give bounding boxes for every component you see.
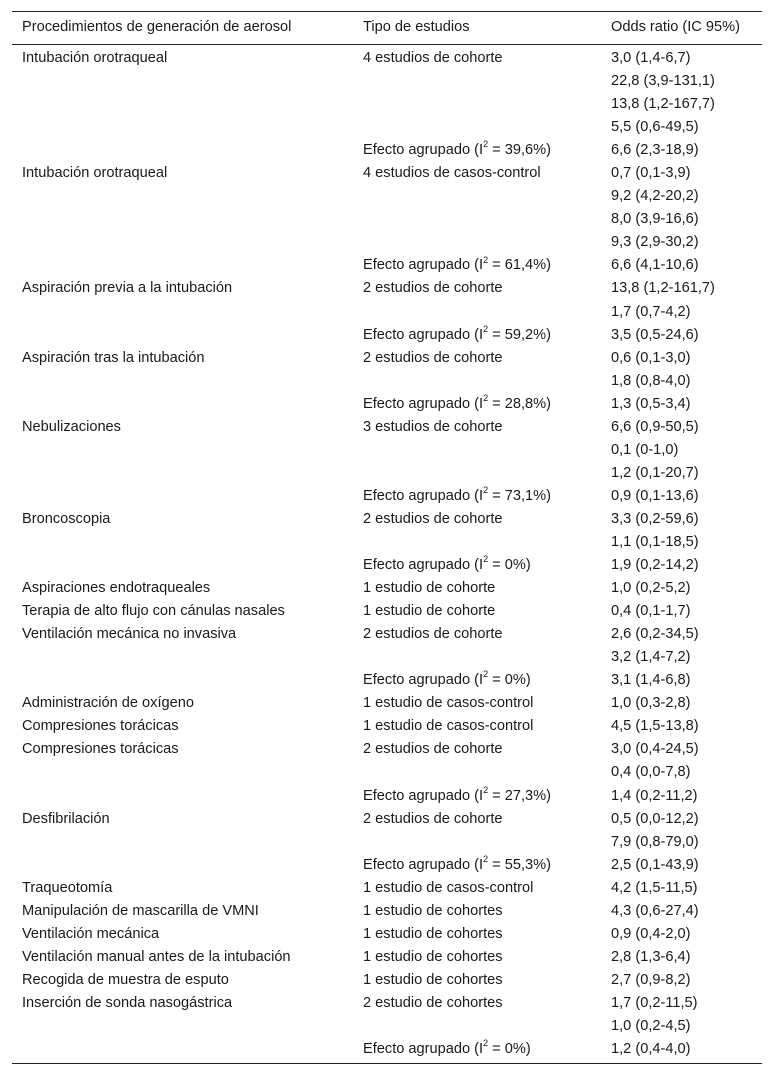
cell-study-type [353, 462, 601, 485]
cell-study-type [353, 93, 601, 116]
cell-odds-ratio: 0,6 (0,1-3,0) [611, 349, 691, 366]
cell-odds-ratio: 1,4 (0,2-11,2) [611, 787, 698, 804]
cell-study-type: 4 estudios de cohorte [363, 50, 503, 66]
table-row [12, 1038, 762, 1064]
cell-study-type: 2 estudios de cohorte [363, 810, 503, 827]
table-row [12, 370, 762, 393]
table-row [12, 139, 762, 162]
superscript-2: 2 [483, 669, 489, 680]
table-row [12, 669, 762, 692]
header-row [12, 12, 762, 45]
cell-odds-ratio: 13,8 (1,2-161,7) [611, 280, 715, 297]
cell-procedure: Ventilación mecánica no invasiva [22, 626, 237, 643]
table-row [12, 969, 762, 992]
table-row [12, 738, 762, 761]
cell-procedure: Intubación orotraqueal [22, 165, 168, 182]
cell-odds-ratio: 0,9 (0,1-13,6) [611, 487, 699, 504]
cell-odds-ratio: 1,0 (0,3-2,8) [611, 695, 691, 712]
cell-study-type: 1 estudio de cohortes [363, 948, 503, 965]
cell-odds-ratio: 4,2 (1,5-11,5) [611, 879, 698, 896]
cell-study-type: Efecto agrupado $(I^2 = 28,8\%)$ [363, 392, 551, 412]
cell-procedure [12, 854, 353, 877]
header-odds-ratio: Odds ratio (IC 95%) [611, 19, 740, 36]
table-body [12, 45, 762, 1064]
table-row [12, 93, 762, 116]
cell-odds-ratio: 8,0 (3,9-16,6) [611, 211, 699, 228]
cell-odds-ratio: 5,5 (0,6-49,5) [611, 119, 699, 136]
table-row [12, 577, 762, 600]
cell-odds-ratio: 0,4 (0,1-1,7) [611, 603, 691, 620]
cell-odds-ratio: 3,3 (0,2-59,6) [611, 510, 699, 527]
cell-study-type: 2 estudios de cohorte [363, 349, 503, 366]
cell-procedure: Compresiones torácicas [22, 741, 179, 758]
cell-odds-ratio: 3,0 (1,4-6,7) [611, 50, 691, 66]
cell-procedure [12, 301, 353, 324]
cell-study-type: 1 estudio de cohorte [363, 603, 496, 620]
cell-study-type: Efecto agrupado $(I^2 = 55,3\%)$ [363, 853, 551, 873]
cell-procedure [12, 785, 353, 808]
cell-odds-ratio: 1,7 (0,7-4,2) [611, 303, 691, 320]
cell-procedure: Nebulizaciones [22, 418, 121, 435]
cell-study-type: 1 estudio de casos-control [363, 879, 534, 896]
cell-study-type: 1 estudio de casos-control [363, 695, 534, 712]
cell-procedure: Desfibrilación [22, 810, 110, 827]
cell-odds-ratio: 1,2 (0,1-20,7) [611, 464, 699, 481]
cell-procedure: Recogida de muestra de esputo [22, 971, 229, 988]
cell-odds-ratio: 4,3 (0,6-27,4) [611, 902, 699, 919]
cell-procedure: Aspiración tras la intubación [22, 349, 205, 366]
cell-study-type [353, 439, 601, 462]
table-row [12, 554, 762, 577]
superscript-2: 2 [483, 1038, 489, 1049]
cell-study-type [353, 116, 601, 139]
table-row [12, 761, 762, 784]
table-row [12, 1015, 762, 1038]
superscript-2: 2 [483, 784, 489, 795]
cell-odds-ratio: 4,5 (1,5-13,8) [611, 718, 699, 735]
cell-odds-ratio: 0,9 (0,4-2,0) [611, 925, 691, 942]
table-row [12, 162, 762, 185]
cell-odds-ratio: 13,8 (1,2-167,7) [611, 96, 715, 113]
table-row [12, 508, 762, 531]
cell-study-type: 1 estudio de casos-control [363, 718, 534, 735]
table-row [12, 600, 762, 623]
cell-study-type: 2 estudios de cohorte [363, 510, 503, 527]
cell-study-type: 3 estudios de cohorte [363, 418, 503, 435]
table-row [12, 416, 762, 439]
cell-procedure: Ventilación manual antes de la intubación [22, 948, 291, 965]
table-row [12, 185, 762, 208]
cell-odds-ratio: 2,7 (0,9-8,2) [611, 971, 691, 988]
cell-odds-ratio: 0,1 (0-1,0) [611, 441, 679, 458]
cell-procedure [12, 370, 353, 393]
cell-odds-ratio: 6,6 (4,1-10,6) [611, 257, 699, 274]
cell-study-type [353, 301, 601, 324]
table-row [12, 992, 762, 1015]
cell-procedure [12, 485, 353, 508]
cell-procedure [12, 531, 353, 554]
cell-odds-ratio: 7,9 (0,8-79,0) [611, 833, 699, 850]
cell-odds-ratio: 0,5 (0,0-12,2) [611, 810, 699, 827]
cell-odds-ratio: 3,1 (1,4-6,8) [611, 672, 691, 689]
cell-study-type [353, 761, 601, 784]
table-row [12, 45, 762, 71]
cell-odds-ratio: 6,6 (0,9-50,5) [611, 418, 699, 435]
table-row [12, 70, 762, 93]
cell-procedure [12, 208, 353, 231]
cell-study-type: 2 estudio de cohortes [363, 994, 503, 1011]
superscript-2: 2 [483, 554, 489, 565]
table-row [12, 301, 762, 324]
cell-odds-ratio: 1,2 (0,4-4,0) [611, 1041, 691, 1058]
table-header [12, 12, 762, 45]
cell-odds-ratio: 3,5 (0,5-24,6) [611, 326, 699, 343]
cell-study-type: 1 estudio de cohortes [363, 925, 503, 942]
cell-study-type [353, 208, 601, 231]
cell-odds-ratio: 3,2 (1,4-7,2) [611, 649, 691, 666]
cell-study-type [353, 185, 601, 208]
cell-procedure: Aspiración previa a la intubación [22, 280, 233, 297]
table-row [12, 254, 762, 277]
cell-procedure: Administración de oxígeno [22, 695, 194, 712]
table-row [12, 393, 762, 416]
table-row [12, 231, 762, 254]
cell-procedure [12, 462, 353, 485]
cell-procedure [12, 116, 353, 139]
cell-odds-ratio: 1,7 (0,2-11,5) [611, 994, 698, 1011]
cell-procedure [12, 646, 353, 669]
cell-procedure: Manipulación de mascarilla de VMNI [22, 902, 259, 919]
cell-procedure [12, 761, 353, 784]
cell-study-type: 2 estudios de cohorte [363, 741, 503, 758]
cell-odds-ratio: 22,8 (3,9-131,1) [611, 73, 715, 90]
table-row [12, 877, 762, 900]
cell-procedure [12, 139, 353, 162]
cell-procedure [12, 1038, 353, 1064]
header-study-type: Tipo de estudios [363, 19, 470, 36]
superscript-2: 2 [483, 139, 489, 150]
cell-study-type: 1 estudio de cohortes [363, 902, 503, 919]
table-row [12, 854, 762, 877]
cell-procedure [12, 1015, 353, 1038]
cell-study-type [353, 531, 601, 554]
cell-procedure: Terapia de alto flujo con cánulas nasales [22, 603, 285, 620]
cell-odds-ratio: 6,6 (2,3-18,9) [611, 142, 699, 159]
cell-procedure [12, 669, 353, 692]
cell-procedure: Compresiones torácicas [22, 718, 179, 735]
cell-procedure: Ventilación mecánica [22, 925, 160, 942]
cell-odds-ratio: 1,0 (0,2-5,2) [611, 580, 691, 597]
table-row [12, 623, 762, 646]
table-row [12, 347, 762, 370]
cell-study-type: Efecto agrupado $(I^2 = 59,2\%)$ [363, 323, 551, 343]
cell-odds-ratio: 1,9 (0,2-14,2) [611, 557, 699, 574]
table-row [12, 831, 762, 854]
cell-study-type [353, 831, 601, 854]
table-row [12, 116, 762, 139]
table-row [12, 485, 762, 508]
cell-study-type [353, 1015, 601, 1038]
cell-study-type [353, 231, 601, 254]
cell-procedure [12, 70, 353, 93]
cell-study-type: Efecto agrupado $(I^2 = 0\%)$ [363, 1038, 531, 1058]
cell-procedure: Broncoscopia [22, 510, 111, 527]
cell-odds-ratio: 9,3 (2,9-30,2) [611, 234, 699, 251]
superscript-2: 2 [483, 853, 489, 864]
cell-study-type: Efecto agrupado $(I^2 = 61,4\%)$ [363, 254, 551, 274]
cell-study-type [353, 70, 601, 93]
cell-procedure [12, 831, 353, 854]
cell-procedure: Inserción de sonda nasogástrica [22, 994, 233, 1011]
cell-odds-ratio: 3,0 (0,4-24,5) [611, 741, 699, 758]
cell-study-type: Efecto agrupado $(I^2 = 27,3\%)$ [363, 784, 551, 804]
cell-procedure: Aspiraciones endotraqueales [22, 580, 211, 597]
cell-study-type: Efecto agrupado $(I^2 = 73,1\%)$ [363, 485, 551, 504]
cell-procedure [12, 554, 353, 577]
table-row [12, 531, 762, 554]
cell-study-type: 2 estudios de cohorte [363, 280, 503, 297]
cell-odds-ratio: 2,8 (1,3-6,4) [611, 948, 691, 965]
table-row [12, 462, 762, 485]
cell-study-type: 4 estudios de casos-control [363, 165, 541, 182]
superscript-2: 2 [483, 254, 489, 265]
table-row [12, 946, 762, 969]
cell-odds-ratio: 1,3 (0,5-3,4) [611, 395, 691, 412]
table-row [12, 646, 762, 669]
cell-odds-ratio: 1,1 (0,1-18,5) [611, 533, 699, 550]
cell-procedure [12, 254, 353, 277]
cell-study-type: 1 estudio de cohorte [363, 580, 496, 597]
cell-odds-ratio: 0,4 (0,0-7,8) [611, 764, 691, 781]
cell-study-type: 1 estudio de cohortes [363, 971, 503, 988]
cell-study-type: Efecto agrupado $(I^2 = 0\%)$ [363, 669, 531, 689]
cell-procedure [12, 93, 353, 116]
header-procedure: Procedimientos de generación de aerosol [22, 19, 292, 36]
cell-study-type [353, 646, 601, 669]
table-row [12, 324, 762, 347]
cell-odds-ratio: 1,8 (0,8-4,0) [611, 372, 691, 389]
table-row [12, 785, 762, 808]
table-row [12, 692, 762, 715]
cell-procedure: Traqueotomía [22, 879, 113, 896]
table-row [12, 923, 762, 946]
table-row [12, 900, 762, 923]
cell-procedure [12, 439, 353, 462]
cell-odds-ratio: 2,6 (0,2-34,5) [611, 626, 699, 643]
table-row [12, 808, 762, 831]
results-table-container [12, 11, 762, 1064]
cell-odds-ratio: 2,5 (0,1-43,9) [611, 856, 699, 873]
cell-odds-ratio: 9,2 (4,2-20,2) [611, 188, 699, 205]
superscript-2: 2 [483, 485, 489, 496]
results-table [12, 11, 762, 1064]
table-row [12, 715, 762, 738]
cell-procedure [12, 231, 353, 254]
cell-procedure: Intubación orotraqueal [22, 50, 168, 66]
table-row [12, 208, 762, 231]
table-row [12, 439, 762, 462]
cell-procedure [12, 324, 353, 347]
cell-study-type [353, 370, 601, 393]
table-row [12, 277, 762, 300]
cell-odds-ratio: 1,0 (0,2-4,5) [611, 1017, 691, 1034]
cell-study-type: Efecto agrupado $(I^2 = 39,6\%)$ [363, 139, 551, 159]
cell-procedure [12, 185, 353, 208]
superscript-2: 2 [483, 323, 489, 334]
cell-procedure [12, 393, 353, 416]
cell-study-type: 2 estudios de cohorte [363, 626, 503, 643]
cell-study-type: Efecto agrupado $(I^2 = 0\%)$ [363, 554, 531, 574]
superscript-2: 2 [483, 392, 489, 403]
cell-odds-ratio: 0,7 (0,1-3,9) [611, 165, 691, 182]
